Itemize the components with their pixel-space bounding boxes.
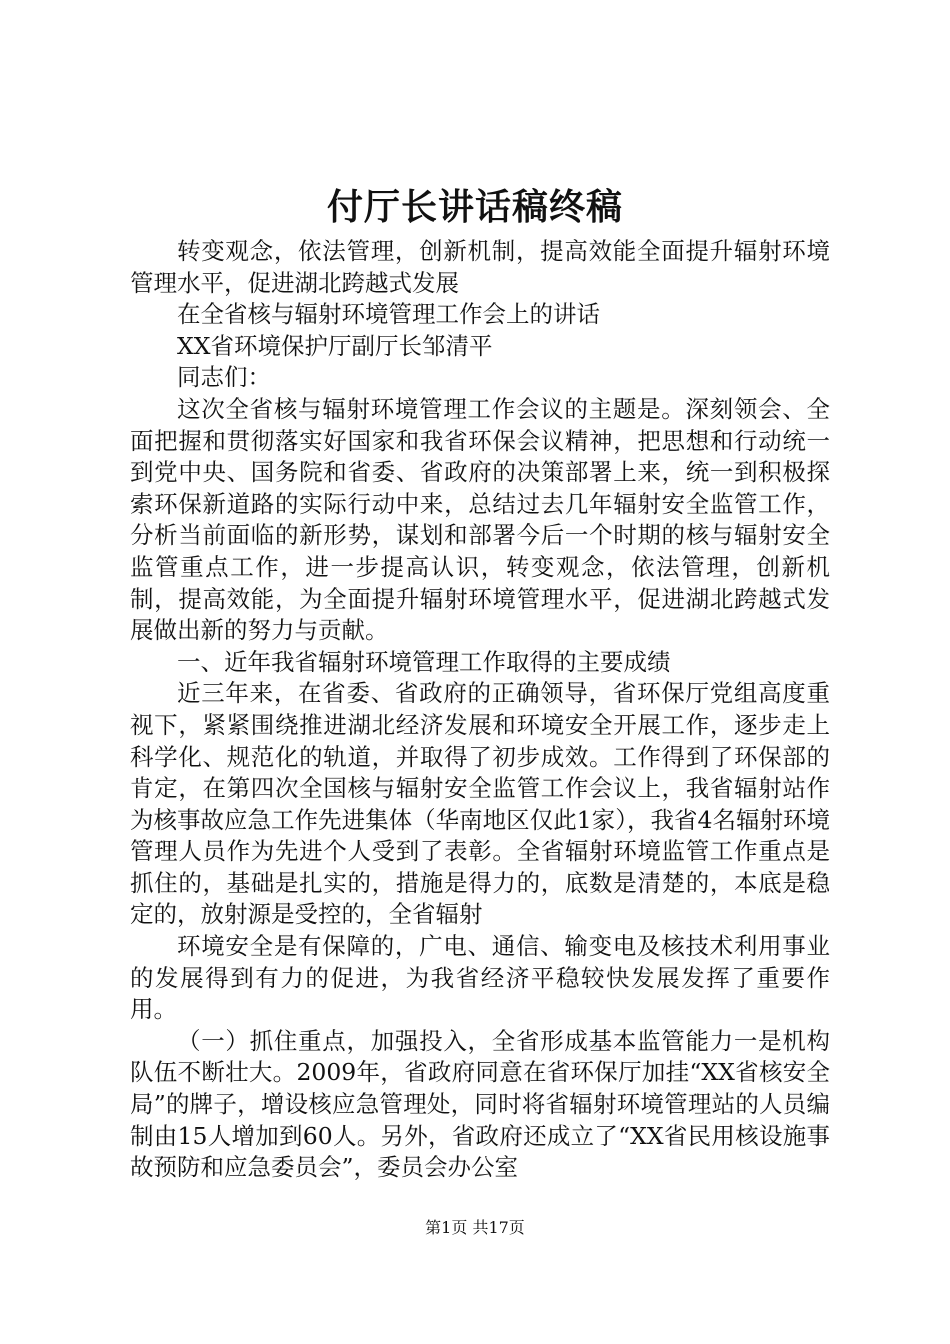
paragraph-environment-safety: 环境安全是有保障的，广电、通信、输变电及核技术利用事业的发展得到有力的促进，为我省经济平稳较快发展发挥了重要作用。 bbox=[130, 932, 830, 1024]
paragraph-salutation: 同志们： bbox=[177, 363, 271, 392]
paragraph-subtitle: 在全省核与辐射环境管理工作会上的讲话 bbox=[177, 300, 600, 329]
paragraph-key-points: （一）抓住重点，加强投入，全省形成基本监管能力一是机构队伍不断壮大。2009年，省政府同意在省环保厅加挂“XX省核安全局”的牌子，增设核应急管理处，同时将省辐射环境管理站的人员编制由15人增加到60人。另外，省政府还成立了“XX省民用核设施事故预防和应急委员会”，委员会办公室 bbox=[130, 1026, 830, 1182]
paragraph-achievements: 近三年来，在省委、省政府的正确领导，省环保厅党组高度重视下，紧紧围绕推进湖北经济发展和环境安全开展工作，逐步走上科学化、规范化的轨道，并取得了初步成效。工作得到了环保部的肯定，在第四次全国核与辐射安全监管工作会议上，我省辐射站作为核事故应急工作先进集体（华南地区仅此1家），我省4名辐射环境管理人员作为先进个人受到了表彰。全省辐射环境监管工作重点是抓住的，基础是扎实的，措施是得力的，底数是清楚的，本底是稳定的，放射源是受控的，全省辐射 bbox=[130, 679, 830, 929]
paragraph-theme: 转变观念，依法管理，创新机制，提高效能全面提升辐射环境管理水平，促进湖北跨越式发展 bbox=[130, 237, 830, 297]
paragraph-intro: 这次全省核与辐射环境管理工作会议的主题是。深刻领会、全面把握和贯彻落实好国家和我省环保会议精神，把思想和行动统一到党中央、国务院和省委、省政府的决策部署上来，统一到积极探索环保新道路的实际行动中来，总结过去几年辐射安全监管工作，分析当前面临的新形势，谋划和部署今后一个时期的核与辐射安全监管重点工作，进一步提高认识，转变观念，依法管理，创新机制，提高效能，为全面提升辐射环境管理水平，促进湖北跨越式发展做出新的努力与贡献。 bbox=[130, 394, 830, 645]
paragraph-speaker: XX省环境保护厅副厅长邹清平 bbox=[177, 331, 493, 360]
document-body bbox=[130, 236, 830, 1184]
section-heading-1: 一、近年我省辐射环境管理工作取得的主要成绩 bbox=[177, 647, 671, 676]
document-title: 付厅长讲话稿终稿 bbox=[326, 186, 623, 228]
page-footer: 第1页 共17页 bbox=[425, 1218, 525, 1237]
